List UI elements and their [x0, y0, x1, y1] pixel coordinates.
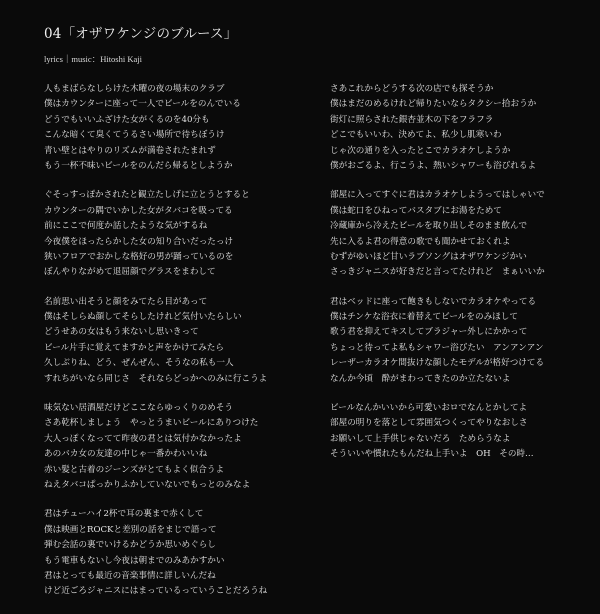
- lyric-stanza: [44, 188, 314, 280]
- lyric-line: 名前思い出そうと顔をみてたら目があって: [44, 296, 208, 307]
- lyric-line: お願いして上手供じゃないだろ ためらうなよ: [330, 433, 511, 444]
- lyric-line: こんな暗くて臭くてうるさい場所で待ちぼうけ: [44, 130, 225, 141]
- lyric-line: どこでもいいわ、決めてよ、私少し肌寒いわ: [330, 130, 502, 141]
- lyric-line: 人もまばらなしらけた木曜の夜の場末のクラブ: [44, 84, 225, 94]
- lyric-line: 狭いフロアでおかしな格好の男が踊っているのを: [44, 251, 234, 262]
- lyric-line: 先に入るよ君の得意の歌でも聞かせておくれよ: [330, 236, 511, 247]
- lyric-line: 味気ない居酒屋だけどここならゆっくりのめそう: [44, 403, 233, 414]
- lyric-stanza: [44, 82, 314, 174]
- lyric-stanza: [330, 82, 600, 174]
- lyric-stanza: [330, 295, 600, 387]
- lyric-line: けど近ごろジャニスにはまっているっていうことだろうね: [44, 586, 268, 597]
- lyric-line: 部屋に入ってすぐに君はカラオケしようってはしゃいで: [330, 190, 545, 201]
- lyric-line: 街灯に照らされた銀杏並木の下をフラフラ: [330, 114, 494, 125]
- lyric-line: さあ乾杯しましょう やっとうまいビールにありつけた: [44, 418, 259, 429]
- lyrics-left-column: [44, 82, 314, 614]
- lyric-line: ねえタバコぱっかりふかしていないでもっとのみなよ: [44, 479, 251, 490]
- lyric-line: ぐそっすっぽかされたと観立たしげに立とうとすると: [44, 190, 250, 201]
- lyric-stanza: [44, 295, 314, 387]
- lyric-line: あのバカ女の友達の中じゃ一番かわいいね: [44, 449, 208, 460]
- lyric-line: なんか今頃 酔がまわってきたのか立たないよ: [330, 373, 511, 384]
- lyric-line: 大人っぽくなってて昨夜の君とは気付かなかったよ: [44, 433, 242, 444]
- lyric-line: カウンターの隅でいかした女がタバコを吸ってる: [44, 205, 233, 216]
- lyric-line: 弾む会話の裏でいけるかどうか思いめぐらし: [44, 540, 216, 551]
- song-title: 04「オザワケンジのブルース」: [44, 26, 238, 42]
- lyric-stanza: [44, 401, 314, 493]
- lyric-line: どうでもいいふざけた女がくるのを40分も: [44, 114, 210, 125]
- lyric-line: すれちがいなら同じさ それならどっかへのみに行こうよ: [44, 373, 268, 384]
- lyric-stanza: [330, 401, 600, 463]
- lyric-line: 君はとっても最近の音楽事情に詳しいんだね: [44, 570, 216, 581]
- lyric-line: 僕はまだのめるけれど帰りたいならタクシー拾おうか: [330, 99, 537, 110]
- lyric-line: 僕はカウンターに座って一人でビールをのんでいる: [44, 99, 241, 110]
- lyric-stanza: [330, 188, 600, 280]
- lyric-line: 僕は蛇口をひねってバスタブにお湯をためて: [330, 205, 502, 216]
- lyric-line: ぼんやりながめて退屈顔でグラスをまわして: [44, 267, 216, 278]
- lyric-line: 赤い髪と古着のジーンズがとてもよく似合うよ: [44, 464, 225, 475]
- lyric-line: 僕はそしらぬ顔してそらしたけれど気付いたらしい: [44, 312, 242, 323]
- lyric-line: ビール片手に覚えてますかと声をかけてみたら: [44, 342, 224, 353]
- lyric-line: むずがゆいほど甘いラブソングはオザワケンジかい: [330, 251, 527, 262]
- lyric-line: じゃ次の通りを入ったとこでカラオケしようか: [330, 145, 511, 156]
- lyric-line: 僕は映画とROCKと差別の話をまじで語って: [44, 524, 217, 535]
- lyric-line: さっきジャニスが好きだと言ってたけれど まぁいいか: [330, 267, 545, 278]
- lyric-line: 前にここで何度か話したような気がするね: [44, 221, 208, 232]
- lyric-line: 君はチューハイ2杯で耳の裏まで赤くして: [44, 509, 204, 520]
- lyric-line: 冷蔵庫から冷えたビールを取り出しそのまま飲んで: [330, 221, 528, 232]
- lyric-line: もう電車もないし今夜は朝までのみあかすかい: [44, 555, 225, 566]
- lyric-line: さあこれからどうする次の店でも探そうか: [330, 84, 494, 94]
- lyrics-right-column: [330, 82, 600, 477]
- lyric-stanza: [44, 507, 314, 599]
- lyric-line: 君はベッドに座って飽きもしないでカラオケやってる: [330, 296, 537, 307]
- lyric-line: 久しぶりね、どう、ぜんぜん、そうなの私も一人: [44, 358, 234, 369]
- lyric-line: 歌う君を抑えてキスしてブラジャー外しにかかって: [330, 327, 528, 338]
- lyric-line: 僕はチンケな浴衣に着替えてビールをのみほして: [330, 312, 518, 323]
- lyric-line: 僕がおごるよ、行こうよ、熱いシャワーも浴びれるよ: [330, 160, 537, 171]
- song-credits: lyrics｜music：Hitoshi Kaji: [44, 54, 142, 64]
- lyric-line: どうせあの女はもう来ないし思いきって: [44, 327, 199, 338]
- lyric-line: 青い壁とはやりのリズムが満卷されたまれず: [44, 145, 216, 156]
- lyric-line: 今夜僕をほったらかした女の知り合いだったっけ: [44, 236, 234, 247]
- lyric-line: ちょっと待ってよ私もシャワー浴びたい アンアンアン: [330, 342, 544, 353]
- lyric-line: レーザーカラオケ間抜けな顔したモデルが格好つけてる: [330, 358, 545, 369]
- lyric-line: 部屋の明りを落として雰囲気つくってやりなおしさ: [330, 418, 528, 429]
- lyric-line: そういいや慣れたもんだね上手いよ OH その時…: [330, 449, 534, 460]
- lyric-line: ビールなんかいいから可愛いおロでなんとかしてよ: [330, 403, 528, 414]
- lyric-line: もう一杯不味いビールをのんだら帰るとしようか: [44, 160, 233, 171]
